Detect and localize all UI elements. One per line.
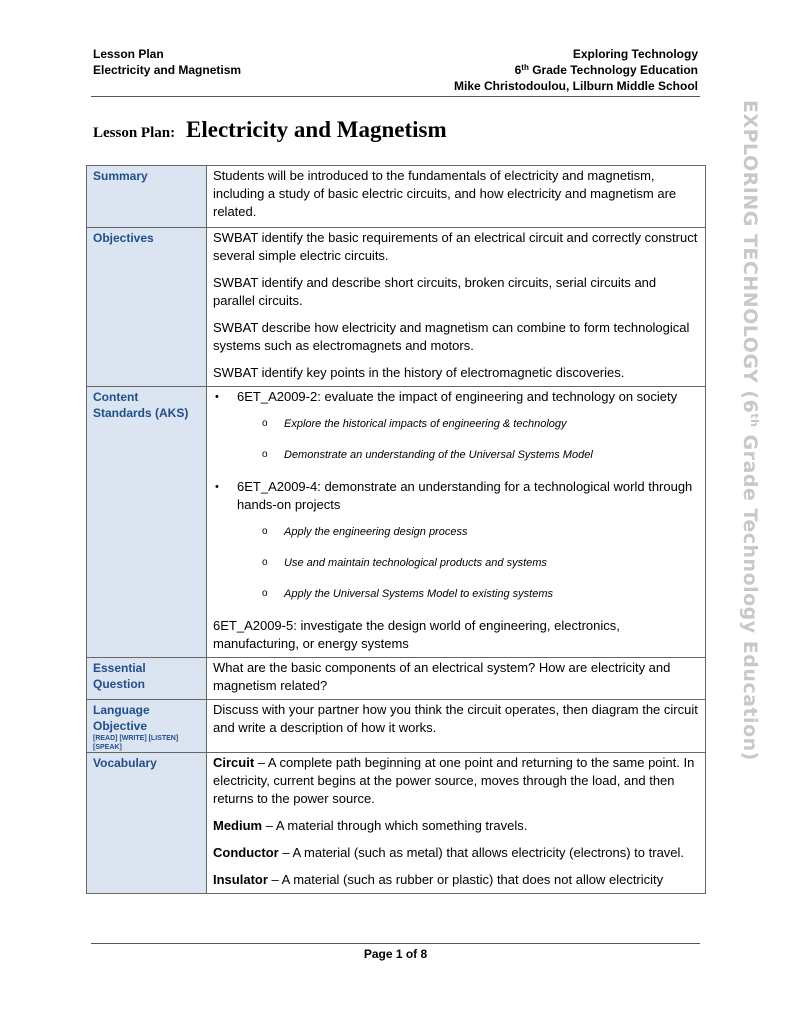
objective-item: SWBAT describe how electricity and magnetism can combine to form technological systems such as electromagnets and motors.	[213, 320, 690, 353]
standard-bullet	[213, 478, 699, 514]
objectives-label: Objectives	[87, 228, 207, 387]
footer-divider	[91, 943, 700, 944]
header-doc-topic: Electricity and Magnetism	[93, 63, 242, 77]
standards-label: Content Standards (AKS)	[87, 387, 207, 658]
objective-item: SWBAT identify key points in the history of electromagnetic discoveries.	[213, 365, 625, 380]
page-title	[93, 117, 447, 143]
table-row-standards	[87, 387, 706, 658]
vocab-item	[213, 817, 699, 835]
language-label: Language Objective [READ] [WRITE] [LISTEN] [SPEAK]	[87, 700, 207, 753]
table-row-objectives	[87, 228, 706, 387]
side-banner: EXPLORING TECHNOLOGY (6th Grade Technology Education)	[739, 100, 761, 761]
vocab-term: Insulator	[213, 872, 268, 887]
header-course: Exploring Technology	[572, 47, 698, 61]
header-author: Mike Christodoulou, Lilburn Middle School	[454, 79, 698, 93]
vocabulary-content	[207, 753, 706, 894]
header-right	[454, 46, 698, 94]
language-text: Discuss with your partner how you think the circuit operates, then diagram the circuit and write a description of how it works.	[207, 700, 706, 753]
bullet-dot: •	[215, 391, 219, 403]
vocab-item	[213, 844, 699, 862]
vocab-def: – A material through which something travels.	[262, 818, 528, 833]
standard-subitem: o Explore the historical impacts of engineering & technology	[262, 418, 567, 430]
vocab-term: Medium	[213, 818, 263, 833]
language-tags: [READ] [WRITE] [LISTEN] [SPEAK]	[93, 735, 179, 751]
lesson-plan-table	[86, 165, 706, 894]
title-main: Electricity and Magnetism	[186, 117, 447, 142]
objective-item: SWBAT identify and describe short circuits, broken circuits, serial circuits and parallel circuits.	[213, 275, 657, 308]
header-divider	[91, 96, 700, 97]
vocab-def: – A complete path beginning at one point and returning to the same point. In electricity, current begins at the power source, moves through the load, and then returns to the power source.	[213, 755, 695, 806]
standard-subitem: o Use and maintain technological products and systems	[262, 557, 547, 569]
vocab-term: Conductor	[213, 845, 279, 860]
bullet-dot: •	[215, 481, 219, 493]
summary-label: Summary	[87, 166, 207, 228]
table-row-essential	[87, 658, 706, 700]
standard-text: 6ET_A2009-2: evaluate the impact of engineering and technology on society	[237, 389, 678, 404]
header-grade: 6th Grade Technology Education	[514, 63, 698, 77]
vocab-term: Circuit	[213, 755, 255, 770]
summary-text: Students will be introduced to the fundamentals of electricity and magnetism, including a study of basic electric circuits, and how electricity and magnetism are related.	[207, 166, 706, 228]
vocab-item	[213, 754, 699, 808]
table-row-vocabulary	[87, 753, 706, 894]
vocabulary-label: Vocabulary	[87, 753, 207, 894]
objectives-content	[207, 228, 706, 387]
standard-subitem: o Apply the Universal Systems Model to existing systems	[262, 588, 553, 600]
header-left	[93, 46, 241, 78]
standard-tail: 6ET_A2009-5: investigate the design world of engineering, electronics, manufacturing, or energy systems	[213, 618, 620, 651]
header-doc-type: Lesson Plan	[93, 47, 164, 61]
vocab-def: – A material (such as metal) that allows electricity (electrons) to travel.	[278, 845, 685, 860]
title-label: Lesson Plan:	[93, 125, 176, 141]
vocab-def: – A material (such as rubber or plastic) that does not allow electricity	[267, 872, 664, 887]
standard-bullet	[213, 388, 699, 406]
standard-subitem: o Demonstrate an understanding of the Universal Systems Model	[262, 449, 593, 461]
vocab-item	[213, 871, 699, 889]
standard-subitem: o Apply the engineering design process	[262, 526, 468, 538]
standards-content	[207, 387, 706, 658]
table-row-language	[87, 700, 706, 753]
essential-label: Essential Question	[87, 658, 207, 700]
essential-text: What are the basic components of an electrical system? How are electricity and magnetism related?	[207, 658, 706, 700]
page-number: Page 1 of 8	[363, 947, 428, 961]
objective-item: SWBAT identify the basic requirements of an electrical circuit and correctly construct several simple electric circuits.	[213, 230, 698, 263]
table-row-summary	[87, 166, 706, 228]
standard-text: 6ET_A2009-4: demonstrate an understanding for a technological world through hands-on projects	[237, 479, 693, 512]
